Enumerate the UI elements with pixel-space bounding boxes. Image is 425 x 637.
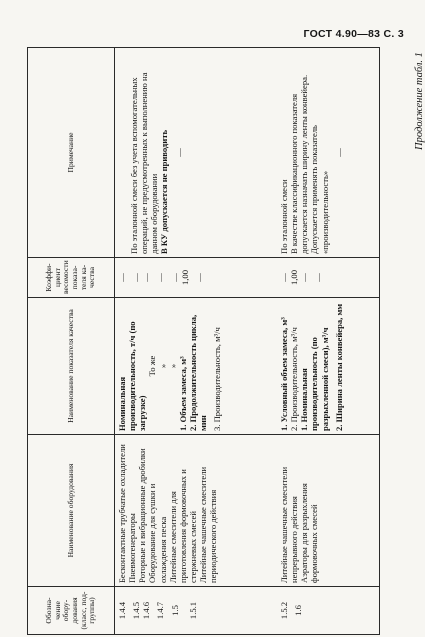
indicator-cell xyxy=(115,298,277,435)
coefficient-value: — xyxy=(131,273,142,282)
code-value: 1.5 xyxy=(169,605,180,616)
header-indicator: Наименование показателя качества xyxy=(28,298,115,435)
coefficient-value: — xyxy=(169,273,180,282)
rotated-page xyxy=(27,48,380,635)
coefficient-value: 1,00 xyxy=(289,269,300,286)
equipment-name: Роторные и вибрационные дробилки xyxy=(137,448,148,583)
rotated-table-frame xyxy=(27,48,380,635)
code-value: 1.4.5 xyxy=(131,601,142,620)
note-text: — xyxy=(173,148,184,157)
note-text: По эталонной смеси xyxy=(278,179,289,254)
coefficient-value: — xyxy=(278,273,289,282)
indicator-name: 1. Условный объем замеса, м³ xyxy=(278,317,289,431)
code-cell xyxy=(277,587,380,635)
header-equipment: Наименование оборудования xyxy=(28,435,115,587)
equipment-name: Литейные чашечные смесители непрерывного действия xyxy=(278,466,300,583)
equipment-cell xyxy=(115,435,277,587)
code-value: 1.6 xyxy=(293,605,304,616)
indicator-name: То же xyxy=(147,355,158,377)
code-value: 1.4.7 xyxy=(155,601,166,620)
note-cell xyxy=(277,48,380,258)
equipment-quality-table xyxy=(27,47,380,635)
coefficient-value: — xyxy=(155,273,166,282)
equipment-cell xyxy=(277,435,380,587)
coefficient-value: 1,00 xyxy=(179,269,190,286)
coefficient-cell xyxy=(115,258,277,298)
indicator-name: 2. Продолжительность цикла, мин xyxy=(187,314,209,431)
indicator-name: 2. Ширина ленты конвейера, мм xyxy=(333,303,344,431)
indicator-name: » xyxy=(157,363,168,369)
standard-designation: ГОСТ 4.90—83 С. 3 xyxy=(303,28,404,40)
code-value: 1.5.2 xyxy=(278,601,289,620)
coefficient-value: — xyxy=(299,273,310,282)
coefficient-value: — xyxy=(313,273,324,282)
equipment-name: Литейные смесители для приготовления формовочных и стержневых смесей xyxy=(167,469,198,583)
indicator-cell xyxy=(277,298,380,435)
indicator-name: 2. Производительность, м³/ч xyxy=(289,327,300,431)
coefficient-cell xyxy=(277,258,380,298)
coefficient-value: — xyxy=(193,273,204,282)
equipment-name: Аэраторы для разрыхления формовочных смесей xyxy=(299,483,320,583)
indicator-name: 3. Производительность, м³/ч xyxy=(212,327,223,431)
indicator-name: » xyxy=(167,363,178,369)
note-text: По эталонной смеси без учета вспомогательных операций, не предусмотренных к выполнению на данном оборудовании xyxy=(129,72,160,254)
table-header-row xyxy=(28,48,115,635)
coefficient-value: — xyxy=(141,273,152,282)
equipment-name: Литейные чашечные смесители периодического действия xyxy=(198,466,219,583)
note-cell xyxy=(115,48,277,258)
code-cell xyxy=(115,587,277,635)
indicator-name: 1. Номинальная производительность (по разрыхленной смеси), м³/ч xyxy=(299,327,330,431)
code-value: 1.4.6 xyxy=(141,601,152,620)
code-value: 1.4.4 xyxy=(117,601,127,620)
table-continuation-label: Продолжение табл. 1 xyxy=(414,52,425,150)
code-value: 1.5.1 xyxy=(187,601,198,620)
table-row xyxy=(115,48,277,635)
header-coefficient: Коэффи-циент весомости показа-теля ка-чества xyxy=(28,258,115,298)
equipment-name: Бесконтактные трубчатые охладители xyxy=(117,444,127,583)
header-note: Примечание xyxy=(28,48,115,258)
note-text: В качестве классификационного показателя допускается назначать ширину ленты конвейера. Допускается применять показатель «производительность» xyxy=(289,74,330,254)
note-text: В КУ допускается не приводить xyxy=(159,129,170,254)
coefficient-value: — xyxy=(117,273,127,282)
header-code: Обозна-чение обору-дования (класс, под-группы) xyxy=(28,587,115,635)
note-text: — xyxy=(333,148,344,157)
equipment-name: Пневмогенераторы xyxy=(127,513,138,583)
indicator-name: 1. Объем замеса, м³ xyxy=(177,356,188,431)
table-row xyxy=(277,48,380,635)
equipment-name: Оборудование для сушки и охлаждения песка xyxy=(147,483,168,583)
indicator-name: Номинальная производительность, т/ч (по загрузке) xyxy=(117,321,148,431)
